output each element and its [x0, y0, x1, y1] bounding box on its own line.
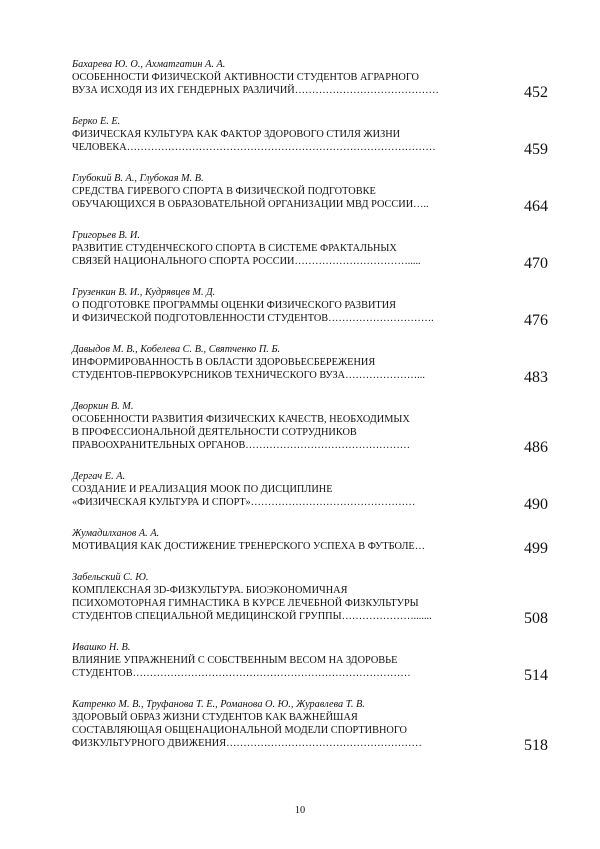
entry-title-line: В ПРОФЕССИОНАЛЬНОЙ ДЕЯТЕЛЬНОСТИ СОТРУДНИКОВ: [72, 427, 357, 438]
entry-authors: Дергач Е. А.: [72, 471, 126, 482]
entry-authors: Ивашко Н. В.: [72, 642, 131, 653]
entry-title-line: ЗДОРОВЫЙ ОБРАЗ ЖИЗНИ СТУДЕНТОВ КАК ВАЖНЕЙШАЯ: [72, 712, 358, 723]
entry-authors: Грузенкин В. И., Кудрявцев М. Д.: [72, 287, 216, 298]
toc-entry: [72, 286, 548, 329]
entry-title-line: ФИЗИЧЕСКАЯ КУЛЬТУРА КАК ФАКТОР ЗДОРОВОГО СТИЛЯ ЖИЗНИ: [72, 129, 401, 140]
entry-last-line: [72, 540, 548, 557]
entry-title-line: И ФИЗИЧЕСКОЙ ПОДГОТОВЛЕННОСТИ СТУДЕНТОВ………………………….: [72, 313, 434, 324]
page-number: 10: [294, 805, 306, 816]
entry-title-line: ВЛИЯНИЕ УПРАЖНЕНИЙ С СОБСТВЕННЫМ ВЕСОМ НА ЗДОРОВЬЕ: [72, 655, 398, 666]
entry-title-line: СВЯЗЕЙ НАЦИОНАЛЬНОГО СПОРТА РОССИИ…………………………….....: [72, 256, 421, 267]
toc-entry: [72, 400, 548, 456]
entry-title-line: ОСОБЕННОСТИ РАЗВИТИЯ ФИЗИЧЕСКИХ КАЧЕСТВ, НЕОБХОДИМЫХ: [72, 414, 410, 425]
toc-entry: [72, 172, 548, 215]
entry-authors: Жумадилханов А. А.: [72, 528, 160, 539]
entry-title-line: ПСИХОМОТОРНАЯ ГИМНАСТИКА В КУРСЕ ЛЕЧЕБНОЙ ФИЗКУЛЬТУРЫ: [72, 598, 419, 609]
toc-entry: [72, 527, 548, 557]
entry-title-line: МОТИВАЦИЯ КАК ДОСТИЖЕНИЕ ТРЕНЕРСКОГО УСПЕХА В ФУТБОЛЕ…: [72, 541, 426, 552]
entry-page-number: 490: [524, 496, 548, 513]
entry-page-number: 508: [524, 610, 548, 627]
entry-title-line: ОБУЧАЮЩИХСЯ В ОБРАЗОВАТЕЛЬНОЙ ОРГАНИЗАЦИИ МВД РОССИИ…..: [72, 199, 429, 210]
entry-title-line: СТУДЕНТОВ СПЕЦИАЛЬНОЙ МЕДИЦИНСКОЙ ГРУППЫ………………….......: [72, 611, 432, 622]
entry-authors: Берко Е. Е.: [72, 116, 121, 127]
entry-title-line: ОСОБЕННОСТИ ФИЗИЧЕСКОЙ АКТИВНОСТИ СТУДЕНТОВ АГРАРНОГО: [72, 72, 419, 83]
entry-last-line: [72, 312, 548, 329]
entry-title-line: ПРАВООХРАНИТЕЛЬНЫХ ОРГАНОВ…………………………………………: [72, 440, 411, 451]
entry-last-line: [72, 610, 548, 627]
entry-page-number: 518: [524, 737, 548, 754]
entry-last-line: [72, 737, 548, 754]
entry-title-line: СОСТАВЛЯЮЩАЯ ОБЩЕНАЦИОНАЛЬНОЙ МОДЕЛИ СПОРТИВНОГО: [72, 725, 407, 736]
entry-page-number: 499: [524, 540, 548, 557]
toc-entry: [72, 641, 548, 684]
entry-page-number: 483: [524, 369, 548, 386]
entry-title-line: СТУДЕНТОВ………………………………………………………………………: [72, 668, 411, 679]
entry-title-line: СОЗДАНИЕ И РЕАЛИЗАЦИЯ МООК ПО ДИСЦИПЛИНЕ: [72, 484, 333, 495]
entry-title-line: ФИЗКУЛЬТУРНОГО ДВИЖЕНИЯ…………………………………………………: [72, 738, 422, 749]
entry-last-line: [72, 255, 548, 272]
entry-page-number: 486: [524, 439, 548, 456]
toc-entry: [72, 58, 548, 101]
entry-authors: Григорьев В. И.: [72, 230, 140, 241]
toc-entry: [72, 229, 548, 272]
entry-authors: Дворкин В. М.: [72, 401, 134, 412]
entry-page-number: 464: [524, 198, 548, 215]
entry-title-line: ИНФОРМИРОВАННОСТЬ В ОБЛАСТИ ЗДОРОВЬЕСБЕРЕЖЕНИЯ: [72, 357, 376, 368]
toc-entry: [72, 343, 548, 386]
toc-entry: [72, 115, 548, 158]
entry-title-line: КОМПЛЕКСНАЯ 3D-ФИЗКУЛЬТУРА. БИОЭКОНОМИЧНАЯ: [72, 585, 348, 596]
table-of-contents: [72, 58, 548, 768]
entry-authors: Катренко М. В., Труфанова Т. Е., Романова О. Ю., Журавлева Т. В.: [72, 699, 365, 710]
entry-authors: Бахарева Ю. О., Ахматгатин А. А.: [72, 59, 226, 70]
entry-page-number: 476: [524, 312, 548, 329]
entry-page-number: 470: [524, 255, 548, 272]
entry-page-number: 459: [524, 141, 548, 158]
entry-title-line: «ФИЗИЧЕСКАЯ КУЛЬТУРА И СПОРТ»…………………………………………: [72, 497, 416, 508]
entry-authors: Давыдов М. В., Кобелева С. В., Святченко П. Б.: [72, 344, 281, 355]
entry-authors: Забельский С. Ю.: [72, 572, 149, 583]
entry-page-number: 452: [524, 84, 548, 101]
entry-title-line: СТУДЕНТОВ-ПЕРВОКУРСНИКОВ ТЕХНИЧЕСКОГО ВУЗА…………………...: [72, 370, 425, 381]
entry-title-line: РАЗВИТИЕ СТУДЕНЧЕСКОГО СПОРТА В СИСТЕМЕ ФРАКТАЛЬНЫХ: [72, 243, 397, 254]
entry-last-line: [72, 667, 548, 684]
entry-last-line: [72, 198, 548, 215]
entry-page-number: 514: [524, 667, 548, 684]
entry-last-line: [72, 84, 548, 101]
entry-title-line: ЧЕЛОВЕКА………………………………………………………………………………: [72, 142, 436, 153]
entry-title-line: О ПОДГОТОВКЕ ПРОГРАММЫ ОЦЕНКИ ФИЗИЧЕСКОГО РАЗВИТИЯ: [72, 300, 396, 311]
entry-last-line: [72, 496, 548, 513]
entry-last-line: [72, 369, 548, 386]
entry-title-line: СРЕДСТВА ГИРЕВОГО СПОРТА В ФИЗИЧЕСКОЙ ПОДГОТОВКЕ: [72, 186, 376, 197]
toc-entry: [72, 698, 548, 754]
entry-last-line: [72, 141, 548, 158]
toc-entry: [72, 571, 548, 627]
entry-title-line: ВУЗА ИСХОДЯ ИЗ ИХ ГЕНДЕРНЫХ РАЗЛИЧИЙ……………………………………: [72, 85, 439, 96]
toc-entry: [72, 470, 548, 513]
entry-last-line: [72, 439, 548, 456]
entry-authors: Глубокий В. А., Глубокая М. В.: [72, 173, 204, 184]
